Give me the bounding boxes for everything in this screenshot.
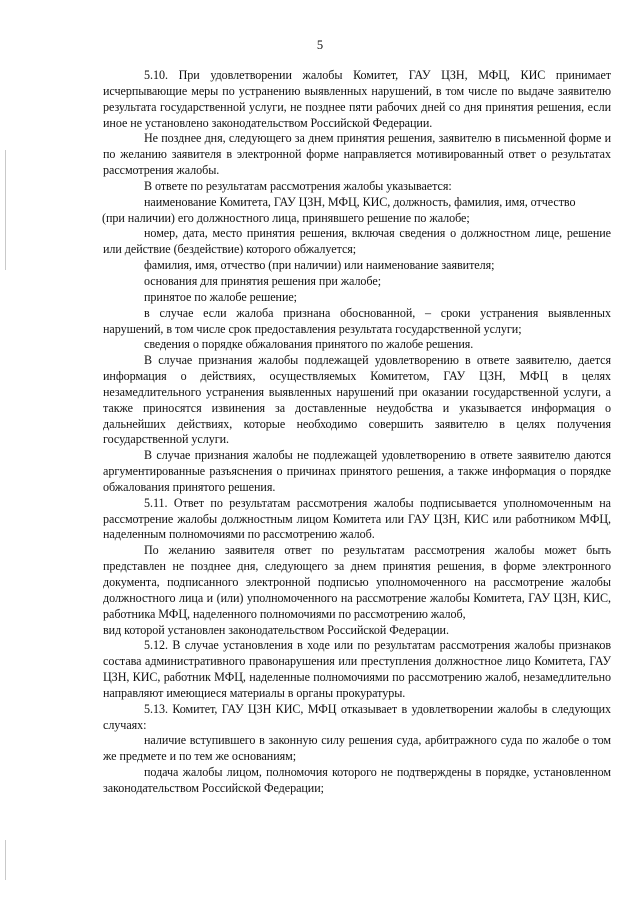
- list-item-appeal-info: сведения о порядке обжалования принятого по жалобе решения.: [144, 337, 474, 352]
- list-item-remedy-terms: в случае если жалоба признана обоснованной, – сроки устранения выявленных нарушений, в том числе срок предоставления результата государственной услуги;: [103, 305, 611, 336]
- list-item-authority-name-cont: (при наличии) его должностного лица, принявшего решение по жалобе;: [102, 210, 470, 225]
- page-number: 5: [316, 38, 324, 52]
- scan-edge-mark: [5, 840, 6, 880]
- paragraph-response-deadline: Не позднее дня, следующего за днем принятия решения, заявителю в письменной форме и по желанию заявителя в электронной форме направляется мотивированный ответ о результатах рассмотрения жалобы.: [103, 131, 611, 178]
- paragraph-response-contents-intro: В ответе по результатам рассмотрения жалобы указывается:: [144, 178, 452, 193]
- scan-edge-mark: [5, 150, 6, 270]
- paragraph-complaint-rejected: В случае признания жалобы не подлежащей удовлетворению в ответе заявителю даются аргументированные разъяснения о причинах принятого решения, а также информация о порядке обжалования принятого решения.: [103, 448, 611, 494]
- paragraph-complaint-satisfied: В случае признания жалобы подлежащей удовлетворению в ответе заявителю, дается информация о действиях, осуществляемых Комитетом, ГАУ ЦЗН, МФЦ в целях незамедлительного устранения выявленных нарушений при оказании государственной услуги, а также приносятся извинения за доставленные неудобства и указывается информация о дальнейших действиях, которые необходимо совершить заявителю в целях получения государственной услуги.: [103, 353, 611, 447]
- list-item-decision-details: номер, дата, место принятия решения, включая сведения о должностном лице, решение или действие (бездействие) которого обжалуется;: [103, 226, 611, 257]
- paragraph-5-11: 5.11. Ответ по результатам рассмотрения жалобы подписывается уполномоченным на рассмотрение жалобы должностным лицом Комитета или ГАУ ЦЗН, КИС или работником МФЦ, наделенным полномочиями по рассмотрению жалоб.: [103, 495, 611, 542]
- document-body: [103, 68, 611, 797]
- list-item-authority-name: наименование Комитета, ГАУ ЦЗН, МФЦ, КИС, должность, фамилия, имя, отчество: [144, 194, 576, 209]
- paragraph-electronic-response: По желанию заявителя ответ по результатам рассмотрения жалобы может быть представлен не позднее дня, следующего за днем принятия решения, в форме электронного документа, подписанного электронной подписью уполномоченного на рассмотрение жалобы должностного лица и (или) уполномоченного на рассмотрение жалобы Комитета, ГАУ ЦЗН, КИС, работника МФЦ, наделенного полномочиями по рассмотрению жалоб,: [103, 543, 611, 621]
- list-item-decision-grounds: основания для принятия решения при жалобе;: [144, 273, 382, 288]
- paragraph-electronic-response-cont: вид которой установлен законодательством Российской Федерации.: [103, 622, 449, 637]
- list-item-decision: принятое по жалобе решение;: [144, 289, 297, 304]
- paragraph-5-13: 5.13. Комитет, ГАУ ЦЗН КИС, МФЦ отказывает в удовлетворении жалобы в следующих случаях:: [103, 701, 611, 732]
- list-item-unconfirmed-authority: подача жалобы лицом, полномочия которого не подтверждены в порядке, установленном законодательством Российской Федерации;: [103, 765, 611, 795]
- list-item-court-decision: наличие вступившего в законную силу решения суда, арбитражного суда по жалобе о том же предмете и по тем же основаниям;: [103, 733, 611, 764]
- list-item-applicant-name: фамилия, имя, отчество (при наличии) или наименование заявителя;: [144, 258, 495, 273]
- paragraph-5-10: 5.10. При удовлетворении жалобы Комитет, ГАУ ЦЗН, МФЦ, КИС принимает исчерпывающие меры по устранению выявленных нарушений, в том числе по выдаче заявителю результата государственной услуги, не позднее пяти рабочих дней со дня принятия решения, если иное не установлено законодательством Российской Федерации.: [103, 68, 611, 130]
- paragraph-5-12: 5.12. В случае установления в ходе или по результатам рассмотрения жалобы признаков состава административного правонарушения или преступления должностное лицо Комитета, ГАУ ЦЗН, КИС, работник МФЦ, наделенные полномочиями по рассмотрению жалоб, незамедлительно направляют имеющиеся материалы в органы прокуратуры.: [103, 638, 611, 700]
